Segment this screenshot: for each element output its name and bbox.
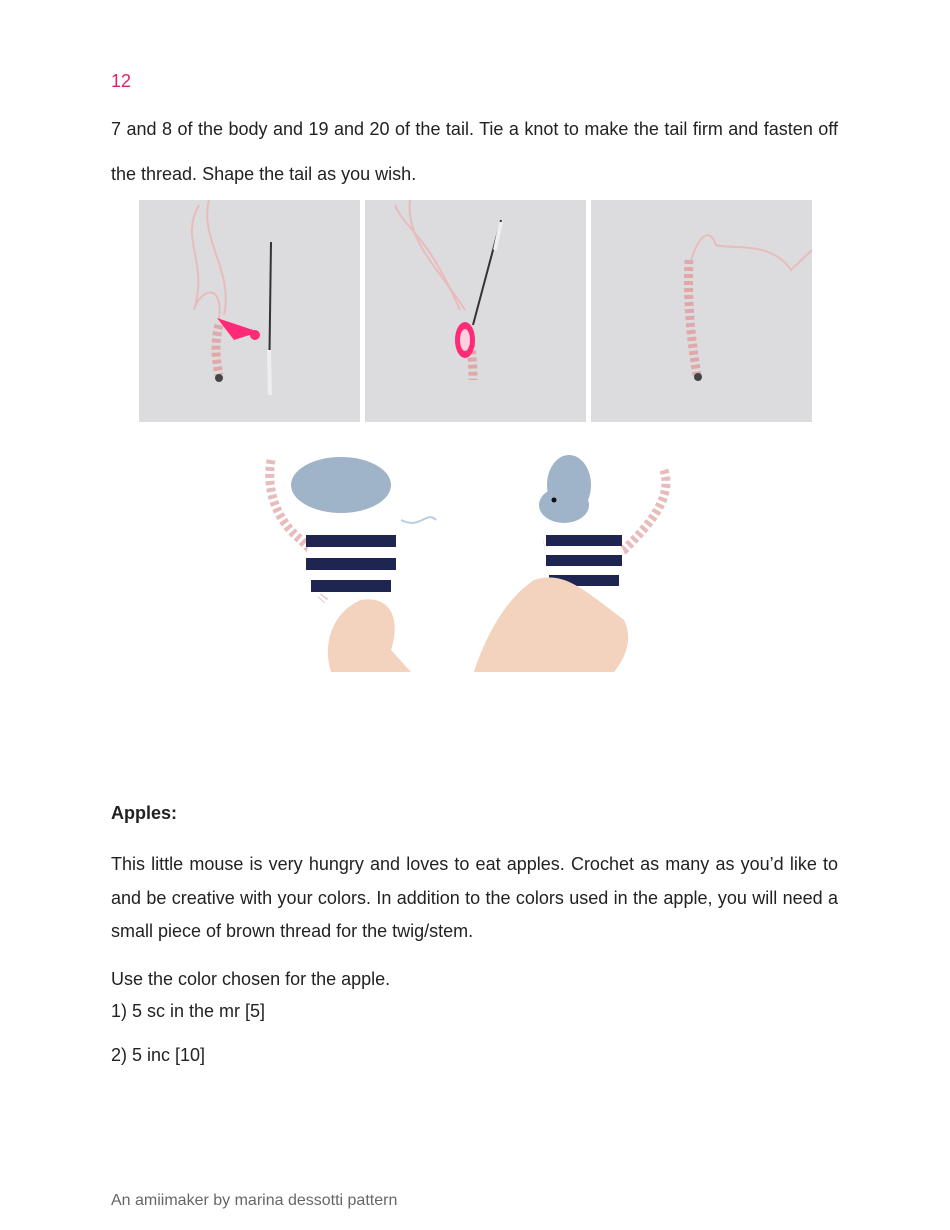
apples-paragraph: This little mouse is very hungry and loves to eat apples. Crochet as many as you’d like to and be creative with your colors. In addition to the colors used in the apple, you will need a small piece of brown thread for the twig/stem. [111,854,838,941]
mouse-photo-front [474,450,697,672]
step-2: 2) 5 inc [10] [111,1045,206,1065]
page-number: 12 [111,71,132,91]
color-instruction: Use the color chosen for the apple. [111,969,391,989]
tail-instructions-paragraph: 7 and 8 of the body and 19 and 20 of the tail. Tie a knot to make the tail firm and fasten off the thread. Shape the tail as you wish. [111,119,838,184]
footer-credit: An amiimaker by marina dessotti pattern [111,1192,398,1209]
apples-heading: Apples: [111,803,178,823]
tail-photo-with-needle [139,200,360,422]
tail-photo-finished [591,200,812,422]
tail-photo-with-marker [365,200,586,422]
step-1: 1) 5 sc in the mr [5] [111,1001,266,1021]
mouse-photos-row [251,450,697,672]
mouse-photo-back [251,450,474,672]
tail-photos-row [139,200,812,422]
